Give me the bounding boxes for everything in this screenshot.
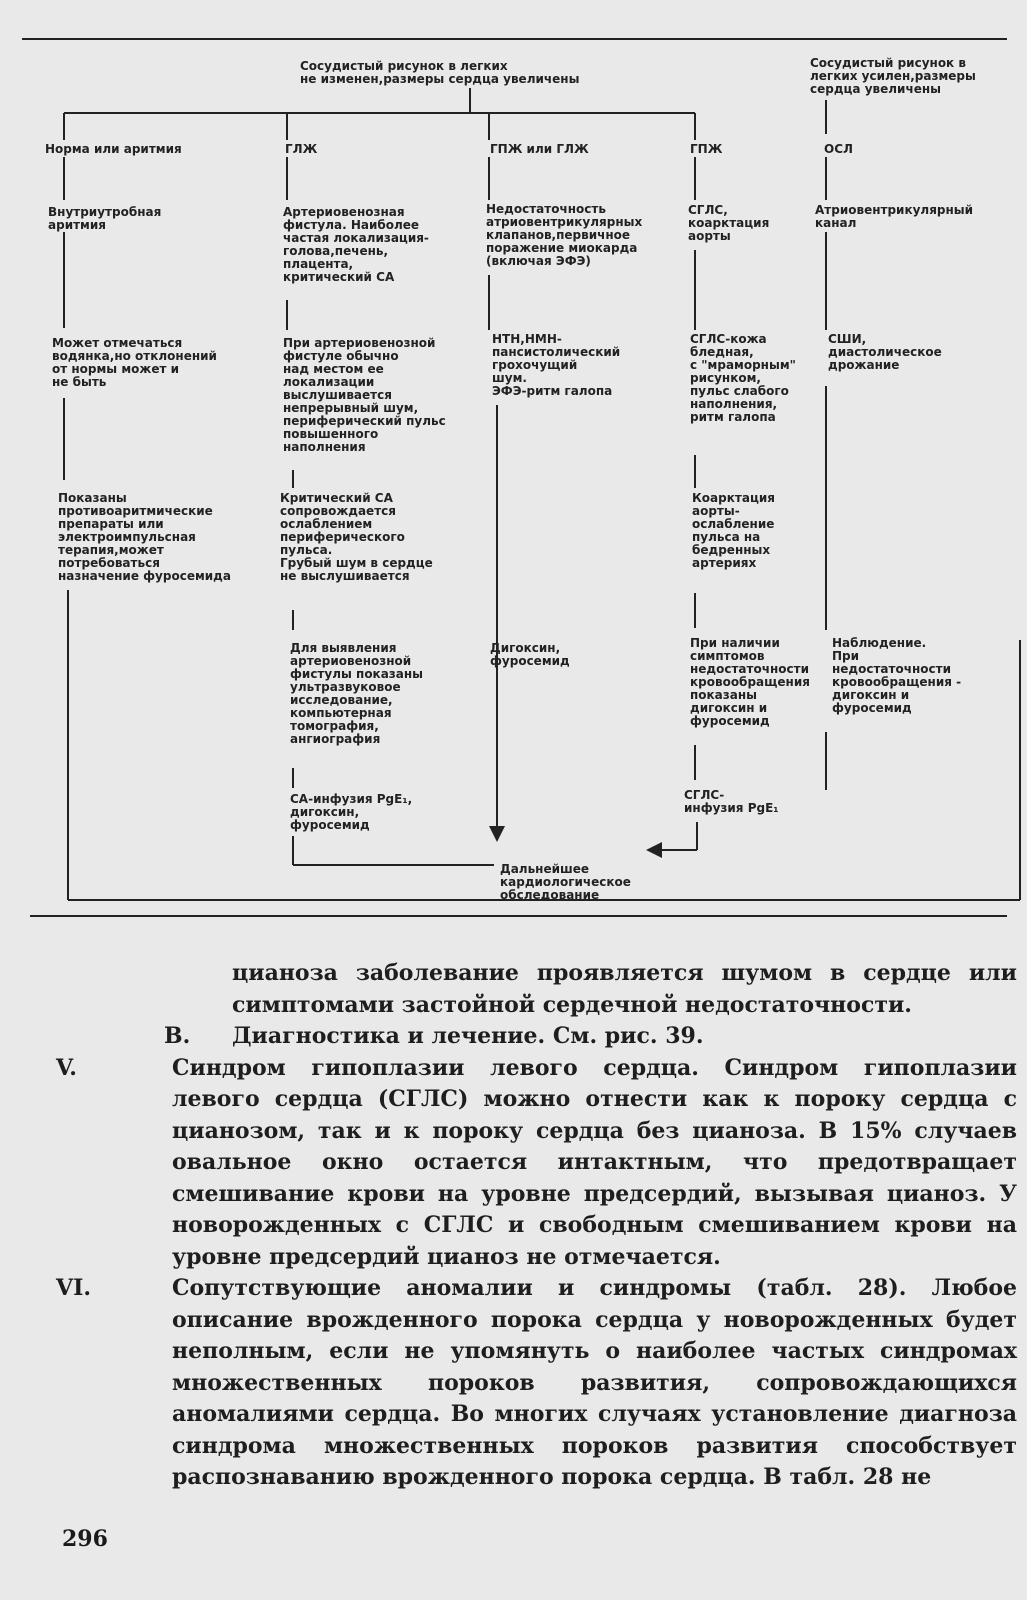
section-b-text: Диагностика и лечение. См. рис. 39. [232,1023,704,1049]
section-b-label: В. [164,1023,191,1049]
flow-top-left: Сосудистый рисунок в легких не изменен,размеры сердца увеличены [300,59,580,86]
body-text [56,958,1017,1494]
col2-step2: При артериовенозной фистуле обычно над местом ее локализации выслушивается непрерывный шум, периферический пульс повышенного наполнения [283,336,446,454]
col4-step3: Коарктация аорты- ослабление пульса на бедренных артериях [692,491,775,570]
col1-step2: Может отмечаться водянка,но отклонений от нормы может и не быть [52,336,217,389]
section-v [56,1053,1017,1274]
col2-step3: Критический СА сопровождается ослаблением периферического пульса. Грубый шум в сердце не выслушивается [280,491,433,583]
col2-step5: СА-инфузия PgE₁, дигоксин, фуросемид [290,792,413,832]
col2-header: ГЛЖ [285,142,318,156]
section-vi [56,1273,1017,1494]
flow-top-right: Сосудистый рисунок в легких усилен,размеры сердца увеличены [810,56,976,96]
paragraph-continuation: цианоза заболевание проявляется шумом в сердце или симптомами застойной сердечной недостаточности. [232,960,1017,1018]
col3-step1: Недостаточность атриовентрикулярных клапанов,первичное поражение миокарда (включая ЭФЭ) [486,202,643,268]
section-v-text: Синдром гипоплазии левого сердца. Синдром гипоплазии левого сердца (СГЛС) можно отнести как к пороку сердца с цианозом, так и к пороку сердца без цианоза. В 15% случаев овальное окно остается интактным, что предотвращает смешивание крови на уровне предсердий, вызывая цианоз. У новорожденных с СГЛС и свободным смешиванием крови на уровне предсердий цианоз не отмечается. [172,1054,1017,1270]
col2-step1: Артериовенозная фистула. Наиболее частая локализация- голова,печень, плацента, критический СА [283,205,429,284]
col3-header: ГПЖ или ГЛЖ [490,142,589,156]
col1-step3: Показаны противоаритмические препараты или электроимпульсная терапия,может потребоваться назначение фуросемида [58,491,231,583]
col3-step3: Дигоксин, фуросемид [490,641,570,668]
col4-step5: СГЛС- инфузия PgE₁ [684,788,779,815]
col5-step1: Атриовентрикулярный канал [815,203,974,230]
section-v-number: V. [56,1054,77,1081]
section-vi-text: Сопутствующие аномалии и синдромы (табл. 28). Любое описание врожденного порока сердца у новорожденных будет неполным, если не упомянуть о наиболее частых синдромах множественных пороков развития, сопровождающихся аномалиями сердца. Во многих случаях установление диагноза синдрома множественных пороков развития способствует распознаванию врожденного порока сердца. В табл. 28 не [172,1275,1017,1490]
section-b [164,1021,1017,1053]
col3-step2: НТН,НМН- пансистолический грохочущий шум. ЭФЭ-ритм галопа [492,332,621,398]
page-number: 296 [62,1526,108,1552]
col4-step2: СГЛС-кожа бледная, с "мраморным" рисунком, пульс слабого наполнения, ритм галопа [690,332,796,424]
col1-step1: Внутриутробная аритмия [48,205,162,232]
col5-step3: Наблюдение. При недостаточности кровообращения - дигоксин и фуросемид [832,636,962,715]
col4-step4: При наличии симптомов недостаточности кровообращения показаны дигоксин и фуросемид [690,636,810,728]
col1-header: Норма или аритмия [45,142,182,156]
col4-step1: СГЛС, коарктация аорты [688,203,770,243]
col4-header: ГПЖ [690,142,723,156]
section-vi-number: VI. [56,1275,92,1301]
col5-header: ОСЛ [824,142,853,156]
flow-final: Дальнейшее кардиологическое обследование [500,862,631,902]
col5-step2: СШИ, диастолическое дрожание [828,332,942,372]
col2-step4: Для выявления артериовенозной фистулы показаны ультразвуковое исследование, компьютерная томография, ангиография [290,641,424,746]
